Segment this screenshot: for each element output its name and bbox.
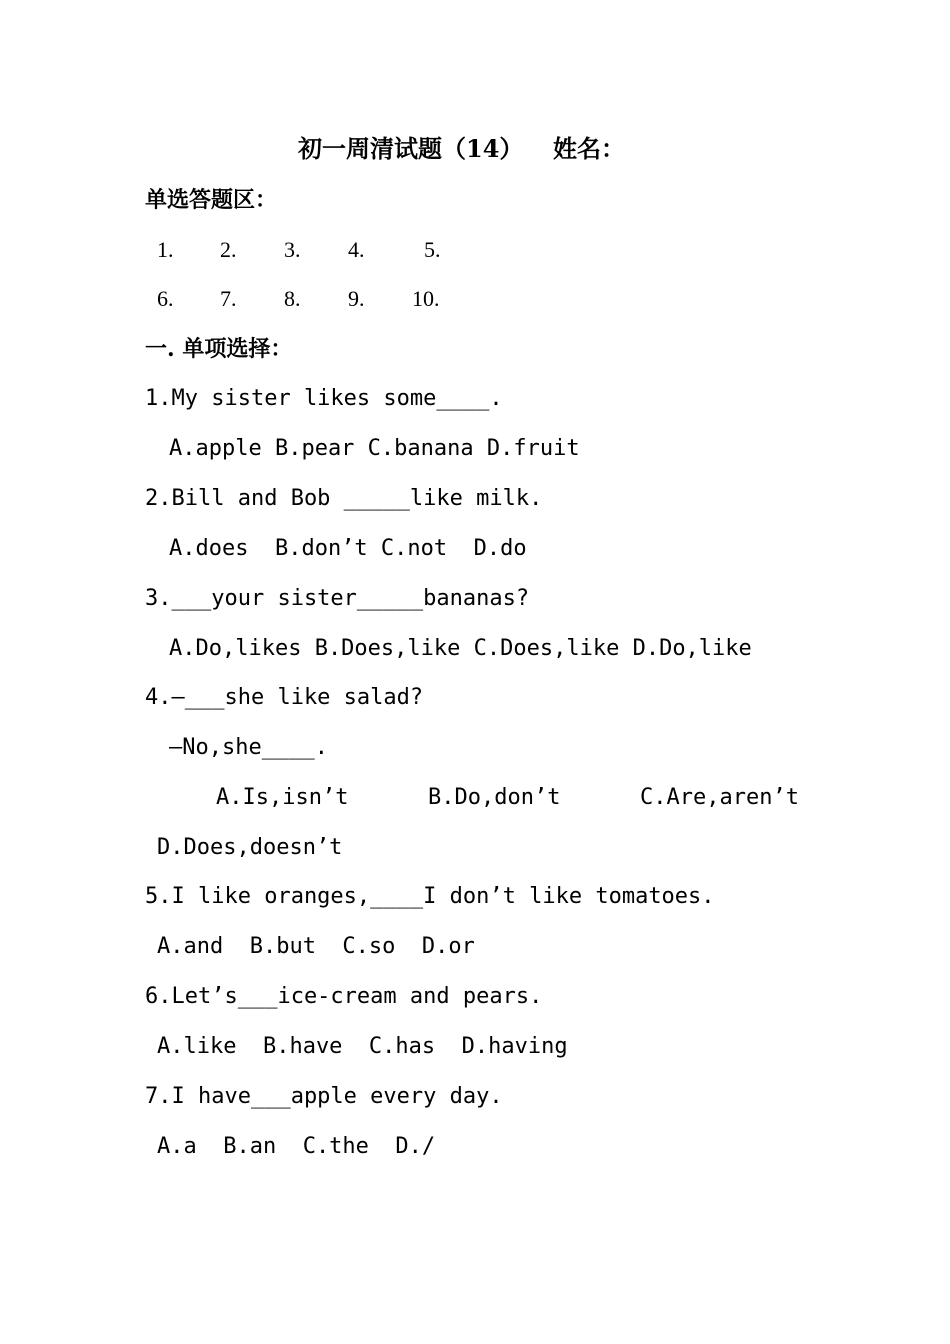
question-5-stem: 5.I like oranges,____I don’t like tomatoes. xyxy=(145,884,715,909)
answer-number: 9. xyxy=(348,286,365,311)
answer-number: 7. xyxy=(220,286,237,311)
question-4-response: —No,she____. xyxy=(169,735,328,760)
answer-number: 4. xyxy=(348,237,365,262)
question-4-option-d: D.Does,doesn’t xyxy=(157,835,343,860)
answer-number: 8. xyxy=(284,286,301,311)
question-2-stem: 2.Bill and Bob _____like milk. xyxy=(145,486,543,511)
answer-number: 10. xyxy=(412,286,440,311)
question-7-stem: 7.I have___apple every day. xyxy=(145,1084,503,1109)
question-4-option-a: A.Is,isn’t xyxy=(216,785,349,810)
name-label: 姓名： xyxy=(553,134,625,163)
question-1-stem: 1.My sister likes some____. xyxy=(145,386,503,411)
answer-number: 5. xyxy=(424,237,441,262)
question-6-stem: 6.Let’s___ice-cream and pears. xyxy=(145,984,543,1009)
question-2-options: A.does B.don’t C.not D.do xyxy=(169,536,527,561)
answer-number: 6. xyxy=(157,286,174,311)
answer-area-label: 单选答题区： xyxy=(145,187,278,213)
question-5-options: A.and B.but C.so D.or xyxy=(157,934,475,959)
answer-number: 2. xyxy=(220,237,237,262)
question-6-options: A.like B.have C.has D.having xyxy=(157,1034,568,1059)
question-7-options: A.a B.an C.the D./ xyxy=(157,1134,436,1159)
question-4-stem: 4.—___she like salad? xyxy=(145,685,424,710)
question-3-stem: 3.___your sister_____bananas? xyxy=(145,586,530,611)
question-4-option-c: C.Are,aren’t xyxy=(640,785,799,810)
question-3-options: A.Do,likes B.Does,like C.Does,like D.Do,like xyxy=(169,636,752,661)
answer-number: 1. xyxy=(157,237,174,262)
question-4-option-b: B.Do,don’t xyxy=(428,785,561,810)
section-heading: 一. 单项选择： xyxy=(145,336,293,362)
answer-number: 3. xyxy=(284,237,301,262)
question-1-options: A.apple B.pear C.banana D.fruit xyxy=(169,436,580,461)
page-title: 初一周清试题（14） xyxy=(298,134,524,163)
